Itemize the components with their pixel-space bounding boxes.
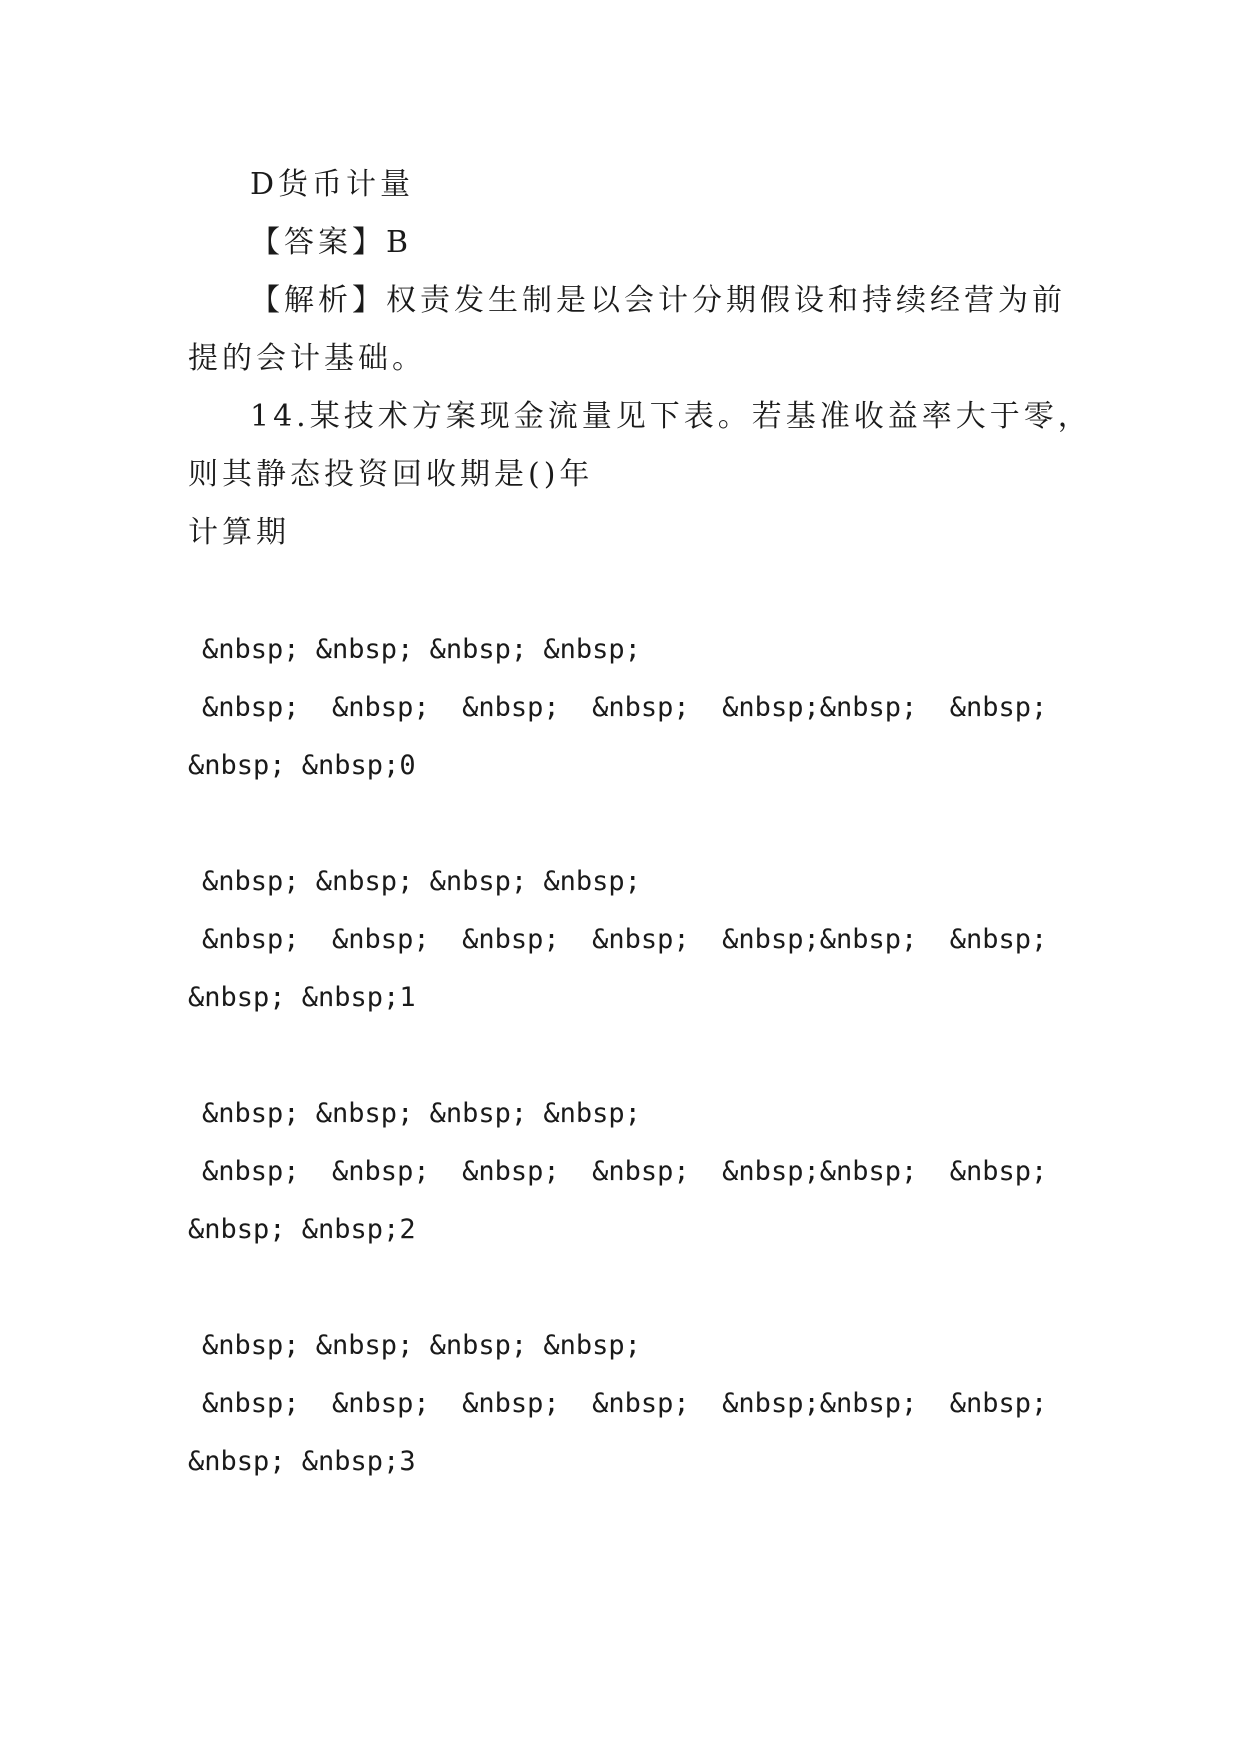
nbsp-row: &nbsp; &nbsp; &nbsp; &nbsp; [202, 1098, 641, 1129]
explanation-line-1: 【解析】权责发生制是以会计分期假设和持续经营为前 [250, 283, 1066, 318]
explanation-line-2: 提的会计基础。 [188, 341, 426, 376]
option-d: D货币计量 [250, 167, 415, 202]
nbsp-row: &nbsp; &nbsp; &nbsp; &nbsp; [202, 1330, 641, 1361]
nbsp-row: &nbsp; &nbsp; &nbsp; &nbsp; &nbsp;&nbsp; &nbsp; [202, 692, 1048, 723]
table-header-period: 计算期 [188, 515, 290, 550]
period-value-row: &nbsp; &nbsp;2 [188, 1214, 416, 1245]
period-value-row: &nbsp; &nbsp;1 [188, 982, 416, 1013]
answer-line: 【答案】B [250, 225, 413, 260]
period-value-row: &nbsp; &nbsp;0 [188, 750, 416, 781]
question-14-line-2: 则其静态投资回收期是()年 [188, 457, 594, 492]
nbsp-row: &nbsp; &nbsp; &nbsp; &nbsp; &nbsp;&nbsp; &nbsp; [202, 1388, 1048, 1419]
nbsp-row: &nbsp; &nbsp; &nbsp; &nbsp; &nbsp;&nbsp; &nbsp; [202, 924, 1048, 955]
nbsp-row: &nbsp; &nbsp; &nbsp; &nbsp; [202, 866, 641, 897]
period-value-row: &nbsp; &nbsp;3 [188, 1446, 416, 1477]
nbsp-row: &nbsp; &nbsp; &nbsp; &nbsp; [202, 634, 641, 665]
nbsp-row: &nbsp; &nbsp; &nbsp; &nbsp; &nbsp;&nbsp; &nbsp; [202, 1156, 1048, 1187]
question-14-line-1: 14.某技术方案现金流量见下表。若基准收益率大于零， [250, 399, 1092, 434]
